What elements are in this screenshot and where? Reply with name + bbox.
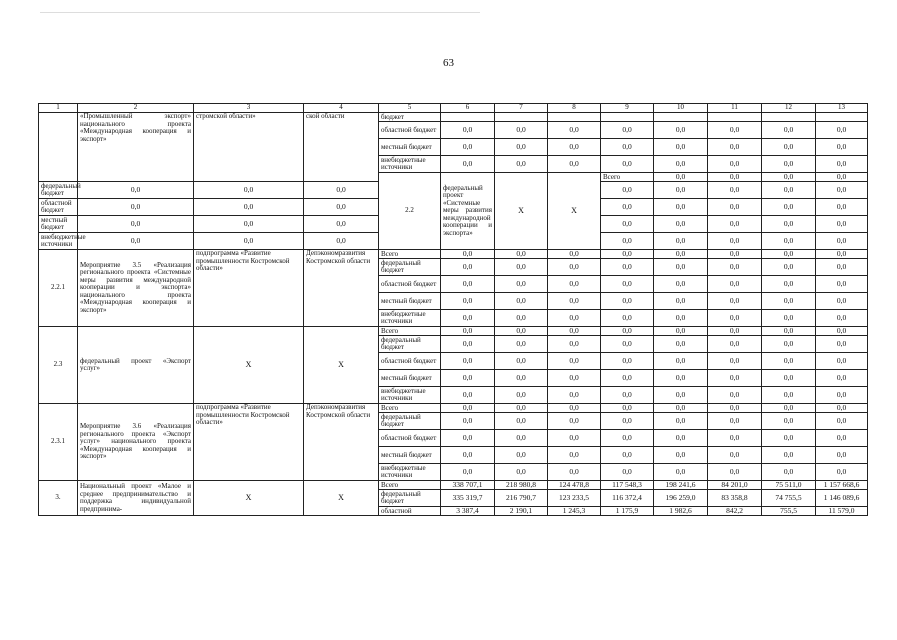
value-cell	[601, 113, 654, 122]
value-cell: 0,0	[816, 122, 868, 139]
program-name: стромской области»	[194, 113, 304, 182]
value-cell: 0,0	[548, 370, 601, 387]
value-cell: 0,0	[495, 122, 548, 139]
responsible: ской области	[304, 113, 379, 182]
value-cell: 0,0	[654, 353, 708, 370]
value-cell: 0,0	[601, 336, 654, 353]
value-cell: 0,0	[762, 464, 816, 481]
column-header: 7	[495, 104, 548, 113]
value-cell: 0,0	[654, 336, 708, 353]
responsible: Депэкономразвития Костромской области	[304, 404, 379, 481]
value-cell: 755,5	[762, 507, 816, 516]
column-header: 2	[78, 104, 194, 113]
value-cell: 3 387,4	[441, 507, 495, 516]
value-cell: 0,0	[601, 122, 654, 139]
column-header: 10	[654, 104, 708, 113]
source-label: внебюджетные источники	[39, 233, 78, 250]
value-cell	[654, 113, 708, 122]
source-label: федеральный бюджет	[39, 182, 78, 199]
item-name: федеральный проект «Экспорт услуг»	[78, 327, 194, 404]
row-number: 2.3	[39, 327, 78, 404]
value-cell: 0,0	[304, 182, 379, 199]
program-name: Х	[495, 173, 548, 250]
value-cell: 0,0	[708, 336, 762, 353]
value-cell: 0,0	[601, 310, 654, 327]
value-cell: 0,0	[816, 293, 868, 310]
value-cell: 0,0	[816, 233, 868, 250]
value-cell: 0,0	[654, 182, 708, 199]
value-cell: 0,0	[601, 387, 654, 404]
value-cell: 0,0	[441, 276, 495, 293]
value-cell: 0,0	[441, 353, 495, 370]
source-label: областной бюджет	[379, 430, 441, 447]
value-cell: 0,0	[548, 447, 601, 464]
value-cell: 117 548,3	[601, 481, 654, 490]
responsible: Х	[304, 481, 379, 516]
value-cell: 0,0	[762, 216, 816, 233]
value-cell: 0,0	[548, 327, 601, 336]
value-cell: 0,0	[441, 310, 495, 327]
source-label: Всего	[601, 173, 654, 182]
source-label: местный бюджет	[379, 139, 441, 156]
value-cell: 0,0	[708, 199, 762, 216]
value-cell: 0,0	[601, 353, 654, 370]
value-cell: 0,0	[441, 156, 495, 173]
row-number: 3.	[39, 481, 78, 516]
value-cell: 0,0	[708, 310, 762, 327]
source-label: областной бюджет	[379, 353, 441, 370]
program-name: Х	[194, 481, 304, 516]
value-cell: 0,0	[816, 430, 868, 447]
value-cell: 0,0	[816, 173, 868, 182]
value-cell: 216 790,7	[495, 490, 548, 507]
value-cell: 84 201,0	[708, 481, 762, 490]
value-cell: 0,0	[654, 259, 708, 276]
program-name: подпрограмма «Развитие промышленности Костромской области»	[194, 250, 304, 327]
value-cell: 0,0	[601, 276, 654, 293]
value-cell: 0,0	[708, 327, 762, 336]
value-cell: 0,0	[441, 327, 495, 336]
value-cell: 2 190,1	[495, 507, 548, 516]
value-cell: 0,0	[601, 139, 654, 156]
value-cell: 0,0	[708, 233, 762, 250]
row-number	[39, 113, 78, 182]
source-label: областной бюджет	[379, 276, 441, 293]
value-cell: 0,0	[816, 336, 868, 353]
source-label: местный бюджет	[379, 293, 441, 310]
value-cell: 0,0	[762, 233, 816, 250]
value-cell: 0,0	[548, 293, 601, 310]
value-cell: 0,0	[601, 199, 654, 216]
value-cell: 83 358,8	[708, 490, 762, 507]
value-cell: 0,0	[762, 404, 816, 413]
value-cell: 0,0	[441, 404, 495, 413]
value-cell: 842,2	[708, 507, 762, 516]
value-cell: 0,0	[654, 122, 708, 139]
value-cell: 0,0	[495, 353, 548, 370]
value-cell: 0,0	[762, 310, 816, 327]
value-cell: 0,0	[601, 259, 654, 276]
value-cell: 0,0	[495, 430, 548, 447]
source-label: федеральный бюджет	[379, 490, 441, 507]
value-cell: 0,0	[654, 370, 708, 387]
item-name: Мероприятие 3.6 «Реализация регионального проекта «Экспорт услуг» национального проекта «Международная кооперация и экспорт»	[78, 404, 194, 481]
column-header: 1	[39, 104, 78, 113]
value-cell: 0,0	[654, 199, 708, 216]
column-header: 12	[762, 104, 816, 113]
value-cell: 0,0	[654, 404, 708, 413]
row-number: 2.2.1	[39, 250, 78, 327]
table-row	[39, 404, 868, 413]
source-label: местный бюджет	[379, 447, 441, 464]
value-cell: 0,0	[304, 216, 379, 233]
column-header: 4	[304, 104, 379, 113]
value-cell: 0,0	[601, 250, 654, 259]
value-cell: 0,0	[708, 447, 762, 464]
row-number: 2.2	[379, 173, 441, 250]
value-cell: 0,0	[708, 464, 762, 481]
value-cell: 0,0	[816, 413, 868, 430]
value-cell: 0,0	[708, 173, 762, 182]
value-cell: 0,0	[708, 370, 762, 387]
responsible: Х	[304, 327, 379, 404]
value-cell: 0,0	[762, 413, 816, 430]
value-cell: 0,0	[601, 233, 654, 250]
value-cell: 0,0	[654, 430, 708, 447]
value-cell: 0,0	[601, 293, 654, 310]
value-cell: 0,0	[495, 250, 548, 259]
value-cell: 0,0	[304, 199, 379, 216]
value-cell: 0,0	[548, 122, 601, 139]
source-label: федеральный бюджет	[379, 259, 441, 276]
value-cell: 1 982,6	[654, 507, 708, 516]
table-row	[39, 327, 868, 336]
value-cell: 0,0	[601, 182, 654, 199]
value-cell: 0,0	[708, 276, 762, 293]
value-cell: 0,0	[654, 327, 708, 336]
source-label: местный бюджет	[379, 370, 441, 387]
source-label: областной	[379, 507, 441, 516]
value-cell: 0,0	[601, 404, 654, 413]
value-cell: 0,0	[441, 430, 495, 447]
value-cell: 1 175,9	[601, 507, 654, 516]
value-cell: 0,0	[495, 293, 548, 310]
source-label: внебюджетные источники	[379, 310, 441, 327]
source-label: внебюджетные источники	[379, 387, 441, 404]
value-cell: 0,0	[654, 310, 708, 327]
value-cell: 0,0	[654, 139, 708, 156]
value-cell: 0,0	[708, 250, 762, 259]
source-label: бюджет	[379, 113, 441, 122]
value-cell: 0,0	[495, 387, 548, 404]
value-cell: 0,0	[708, 156, 762, 173]
value-cell: 0,0	[601, 430, 654, 447]
value-cell: 0,0	[708, 413, 762, 430]
value-cell: 0,0	[601, 327, 654, 336]
table-row	[39, 481, 868, 490]
scan-artifact-line	[40, 12, 480, 13]
value-cell: 11 579,0	[816, 507, 868, 516]
value-cell: 0,0	[548, 250, 601, 259]
value-cell: 0,0	[762, 447, 816, 464]
value-cell: 0,0	[548, 259, 601, 276]
value-cell: 0,0	[654, 233, 708, 250]
value-cell: 0,0	[601, 370, 654, 387]
value-cell: 0,0	[762, 173, 816, 182]
value-cell: 0,0	[548, 413, 601, 430]
value-cell: 0,0	[495, 156, 548, 173]
value-cell: 0,0	[708, 387, 762, 404]
value-cell: 0,0	[601, 464, 654, 481]
item-name: Национальный проект «Малое и среднее предпринимательство и поддержка индивидуальной предпринима-	[78, 481, 194, 516]
value-cell: 0,0	[495, 336, 548, 353]
responsible: Х	[548, 173, 601, 250]
value-cell: 0,0	[194, 182, 304, 199]
column-header: 9	[601, 104, 654, 113]
value-cell: 124 478,8	[548, 481, 601, 490]
value-cell: 0,0	[816, 310, 868, 327]
value-cell: 0,0	[441, 370, 495, 387]
value-cell: 0,0	[816, 327, 868, 336]
value-cell: 0,0	[548, 156, 601, 173]
value-cell: 0,0	[708, 430, 762, 447]
value-cell	[816, 113, 868, 122]
source-label: областной бюджет	[39, 199, 78, 216]
value-cell: 0,0	[548, 353, 601, 370]
program-name: подпрограмма «Развитие промышленности Костромской области»	[194, 404, 304, 481]
value-cell: 0,0	[816, 387, 868, 404]
value-cell: 0,0	[762, 430, 816, 447]
value-cell: 0,0	[194, 199, 304, 216]
source-label: местный бюджет	[39, 216, 78, 233]
value-cell: 0,0	[708, 404, 762, 413]
value-cell: 0,0	[495, 464, 548, 481]
value-cell: 0,0	[78, 182, 194, 199]
item-name: федеральный проект «Системные меры развития международной кооперации и экспорта»	[441, 173, 495, 250]
responsible: Депэкономразвития Костромской области	[304, 250, 379, 327]
value-cell: 218 980,8	[495, 481, 548, 490]
column-header: 11	[708, 104, 762, 113]
value-cell: 0,0	[708, 216, 762, 233]
value-cell: 0,0	[654, 276, 708, 293]
value-cell	[441, 113, 495, 122]
value-cell: 0,0	[495, 139, 548, 156]
value-cell: 0,0	[441, 259, 495, 276]
value-cell: 0,0	[441, 413, 495, 430]
value-cell: 0,0	[495, 413, 548, 430]
page-number: 63	[443, 57, 454, 69]
value-cell: 0,0	[495, 447, 548, 464]
value-cell: 0,0	[762, 387, 816, 404]
value-cell: 116 372,4	[601, 490, 654, 507]
value-cell: 0,0	[762, 336, 816, 353]
value-cell: 75 511,0	[762, 481, 816, 490]
value-cell: 0,0	[708, 182, 762, 199]
value-cell: 0,0	[654, 464, 708, 481]
value-cell: 0,0	[495, 259, 548, 276]
source-label: Всего	[379, 404, 441, 413]
value-cell: 335 319,7	[441, 490, 495, 507]
item-name: Мероприятие 3.5 «Реализация регионального проекта «Системные меры развития международной кооперации и экспорта» национального проекта «Международная кооперация и экспорт»	[78, 250, 194, 327]
value-cell: 0,0	[816, 182, 868, 199]
source-label: федеральный бюджет	[379, 413, 441, 430]
value-cell: 0,0	[654, 387, 708, 404]
value-cell: 0,0	[441, 387, 495, 404]
value-cell: 0,0	[548, 464, 601, 481]
value-cell: 0,0	[548, 387, 601, 404]
value-cell: 0,0	[495, 310, 548, 327]
value-cell: 0,0	[78, 199, 194, 216]
source-label: внебюджетные источники	[379, 156, 441, 173]
value-cell: 0,0	[441, 250, 495, 259]
value-cell: 0,0	[654, 447, 708, 464]
value-cell: 0,0	[708, 259, 762, 276]
value-cell: 0,0	[816, 139, 868, 156]
value-cell: 0,0	[495, 327, 548, 336]
value-cell: 0,0	[601, 216, 654, 233]
value-cell: 0,0	[762, 276, 816, 293]
value-cell: 0,0	[495, 370, 548, 387]
value-cell: 0,0	[654, 293, 708, 310]
table-row	[39, 250, 868, 259]
value-cell: 0,0	[816, 250, 868, 259]
value-cell: 0,0	[441, 293, 495, 310]
value-cell	[548, 113, 601, 122]
budget-table	[38, 103, 868, 516]
source-label: Всего	[379, 481, 441, 490]
value-cell: 0,0	[762, 199, 816, 216]
value-cell: 0,0	[762, 122, 816, 139]
value-cell: 0,0	[654, 413, 708, 430]
value-cell: 0,0	[78, 216, 194, 233]
value-cell: 0,0	[548, 139, 601, 156]
value-cell: 0,0	[762, 139, 816, 156]
value-cell: 0,0	[708, 353, 762, 370]
value-cell: 0,0	[816, 370, 868, 387]
table-row	[39, 113, 868, 122]
value-cell	[762, 113, 816, 122]
value-cell: 0,0	[762, 250, 816, 259]
value-cell: 0,0	[441, 139, 495, 156]
value-cell: 1 157 668,6	[816, 481, 868, 490]
value-cell: 0,0	[654, 216, 708, 233]
value-cell: 0,0	[601, 413, 654, 430]
value-cell: 0,0	[708, 139, 762, 156]
value-cell: 0,0	[441, 336, 495, 353]
value-cell: 0,0	[762, 353, 816, 370]
value-cell: 0,0	[601, 156, 654, 173]
value-cell: 0,0	[816, 404, 868, 413]
value-cell: 338 707,1	[441, 481, 495, 490]
value-cell	[495, 113, 548, 122]
program-name: Х	[194, 327, 304, 404]
value-cell: 0,0	[601, 447, 654, 464]
value-cell: 1 245,3	[548, 507, 601, 516]
column-header: 8	[548, 104, 601, 113]
value-cell: 0,0	[304, 233, 379, 250]
value-cell: 198 241,6	[654, 481, 708, 490]
value-cell: 0,0	[548, 310, 601, 327]
value-cell: 0,0	[548, 336, 601, 353]
value-cell: 0,0	[816, 259, 868, 276]
value-cell: 1 146 089,6	[816, 490, 868, 507]
value-cell: 0,0	[654, 173, 708, 182]
value-cell: 0,0	[654, 250, 708, 259]
value-cell: 0,0	[194, 216, 304, 233]
value-cell: 0,0	[495, 276, 548, 293]
source-label: Всего	[379, 250, 441, 259]
value-cell: 0,0	[816, 464, 868, 481]
value-cell: 0,0	[762, 370, 816, 387]
value-cell: 0,0	[762, 156, 816, 173]
value-cell: 0,0	[762, 259, 816, 276]
value-cell: 0,0	[194, 233, 304, 250]
value-cell: 0,0	[548, 404, 601, 413]
value-cell: 0,0	[708, 293, 762, 310]
column-header: 3	[194, 104, 304, 113]
value-cell: 0,0	[762, 327, 816, 336]
value-cell: 0,0	[78, 233, 194, 250]
value-cell: 196 259,0	[654, 490, 708, 507]
value-cell: 0,0	[816, 276, 868, 293]
value-cell: 0,0	[816, 447, 868, 464]
value-cell: 0,0	[816, 199, 868, 216]
column-header: 13	[816, 104, 868, 113]
column-header: 5	[379, 104, 441, 113]
value-cell: 123 233,5	[548, 490, 601, 507]
value-cell: 0,0	[548, 276, 601, 293]
value-cell: 0,0	[654, 156, 708, 173]
value-cell: 74 755,5	[762, 490, 816, 507]
value-cell: 0,0	[441, 464, 495, 481]
source-label: федеральный бюджет	[379, 336, 441, 353]
source-label: Всего	[379, 327, 441, 336]
value-cell	[708, 113, 762, 122]
value-cell: 0,0	[816, 156, 868, 173]
column-header: 6	[441, 104, 495, 113]
item-name: «Промышленный экспорт» национального проекта «Международная кооперация и экспорт»	[78, 113, 194, 182]
value-cell: 0,0	[708, 122, 762, 139]
value-cell: 0,0	[441, 122, 495, 139]
row-number: 2.3.1	[39, 404, 78, 481]
value-cell: 0,0	[816, 216, 868, 233]
value-cell: 0,0	[441, 447, 495, 464]
source-label: внебюджетные источники	[379, 464, 441, 481]
value-cell: 0,0	[548, 430, 601, 447]
value-cell: 0,0	[762, 182, 816, 199]
source-label: областной бюджет	[379, 122, 441, 139]
value-cell: 0,0	[495, 404, 548, 413]
value-cell: 0,0	[816, 353, 868, 370]
value-cell: 0,0	[762, 293, 816, 310]
